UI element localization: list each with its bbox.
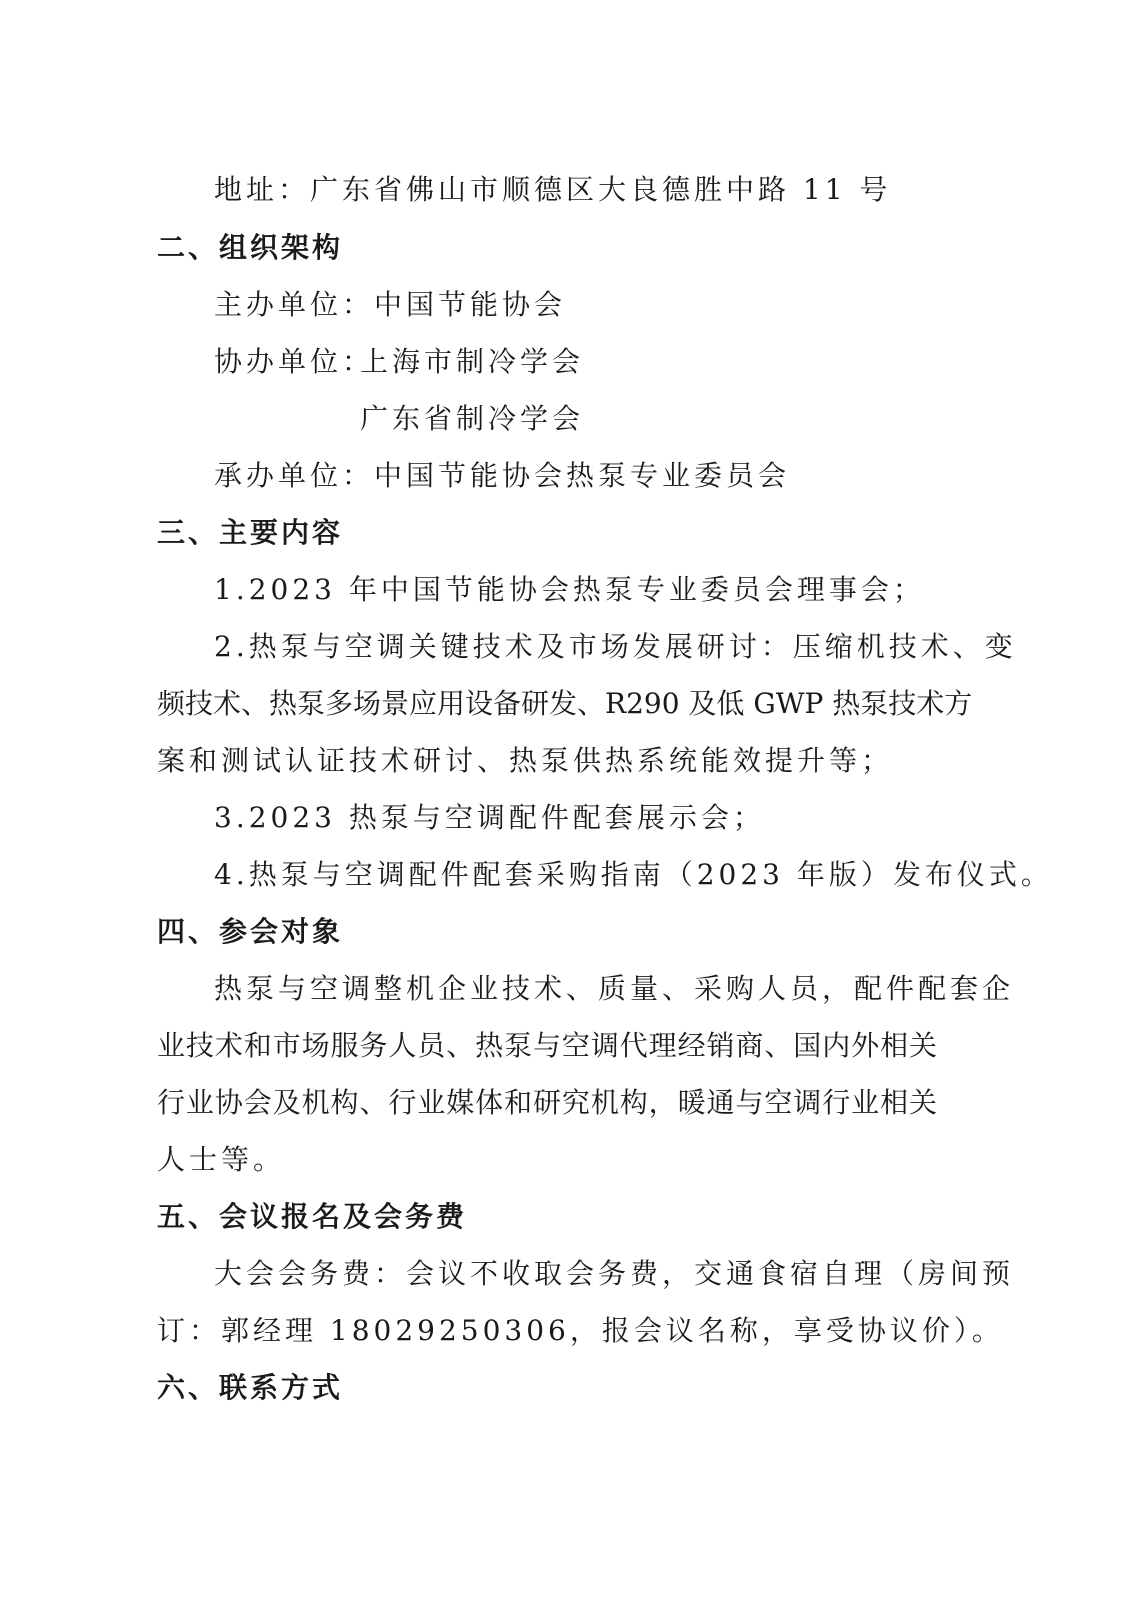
organizer-unit: 承办单位：中国节能协会热泵专业委员会 — [214, 459, 791, 492]
address-line: 地址：广东省佛山市顺德区大良德胜中路 11 号 — [214, 173, 892, 206]
content-item-4: 4.热泵与空调配件配套采购指南（2023 年版）发布仪式。 — [214, 858, 1053, 891]
audience-line-4: 人士等。 — [157, 1143, 286, 1176]
fee-line-2: 订：郭经理 18029250306，报会议名称，享受协议价）。 — [157, 1314, 1004, 1347]
section-heading-fee: 五、会议报名及会务费 — [157, 1200, 468, 1233]
fee-line-1: 大会会务费：会议不收取会务费，交通食宿自理（房间预 — [214, 1257, 1015, 1290]
section-heading-contact: 六、联系方式 — [157, 1371, 344, 1404]
content-item-2-line-2: 频技术、热泵多场景应用设备研发、R290 及低 GWP 热泵技术方 — [157, 687, 973, 720]
audience-line-2: 业技术和市场服务人员、热泵与空调代理经销商、国内外相关 — [157, 1029, 937, 1062]
audience-line-3: 行业协会及机构、行业媒体和研究机构，暖通与空调行业相关 — [157, 1086, 937, 1119]
section-heading-org: 二、组织架构 — [157, 231, 344, 264]
content-item-2-line-1: 2.热泵与空调关键技术及市场发展研讨：压缩机技术、变 — [214, 630, 1017, 663]
audience-line-1: 热泵与空调整机企业技术、质量、采购人员，配件配套企 — [214, 972, 1015, 1005]
co-organizer-1: 上海市制冷学会 — [360, 345, 585, 378]
co-organizer-2: 广东省制冷学会 — [360, 402, 585, 435]
co-organizer-label: 协办单位： — [214, 345, 375, 378]
section-heading-audience: 四、参会对象 — [157, 915, 344, 948]
section-heading-content: 三、主要内容 — [157, 516, 344, 549]
host-unit: 主办单位：中国节能协会 — [214, 288, 567, 321]
content-item-1: 1.2023 年中国节能协会热泵专业委员会理事会； — [214, 573, 925, 606]
content-item-3: 3.2023 热泵与空调配件配套展示会； — [214, 801, 765, 834]
content-item-2-line-3: 案和测试认证技术研讨、热泵供热系统能效提升等； — [157, 744, 894, 777]
